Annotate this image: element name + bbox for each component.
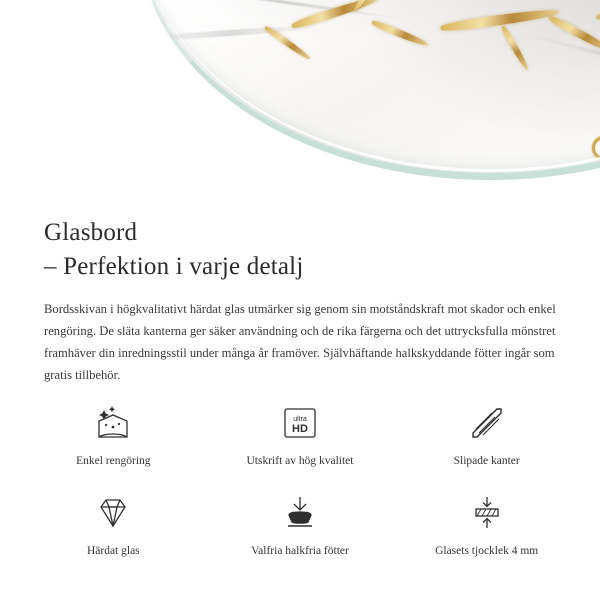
glass-table-surface xyxy=(140,0,600,180)
feature-item-polished-edges xyxy=(393,400,580,468)
feature-label: Utskrift av hög kvalitet xyxy=(246,455,354,467)
description-paragraph: Bordsskivan i högkvalitativt härdat glas utmärker sig genom sin motståndskraft mot skador och enkel rengöring. De släta kanterna ger säker användning och de rika färgerna och det uttrycksfulla mönstret framhäver din inredningsstil under många år framöver. Självhäftande halkskyddande fötter ingår som gratis tillbehör. xyxy=(44,302,556,382)
non-slip-foot-icon xyxy=(277,490,323,536)
page-title xyxy=(0,196,600,284)
feature-label: Slipade kanter xyxy=(453,455,520,467)
svg-text:HD: HD xyxy=(292,423,308,435)
thickness-arrows-icon xyxy=(464,490,510,536)
hero-image xyxy=(0,0,600,196)
feature-item-non-slip-feet xyxy=(207,490,394,558)
diamond-icon xyxy=(90,490,136,536)
feature-item-tempered-glass xyxy=(20,490,207,558)
feature-item-print-quality xyxy=(207,400,394,468)
feature-label: Valfria halkfria fötter xyxy=(251,545,349,557)
feature-label: Glasets tjocklek 4 mm xyxy=(435,545,539,557)
sparkle-cloth-icon xyxy=(90,400,136,446)
svg-text:ultra: ultra xyxy=(293,416,307,423)
title-line-2: – Perfektion i varje detalj xyxy=(44,253,304,280)
feature-grid xyxy=(0,400,600,558)
polished-edges-icon xyxy=(464,400,510,446)
ultra-hd-icon xyxy=(277,400,323,446)
title-line-1: Glasbord xyxy=(44,219,138,246)
feature-label: Enkel rengöring xyxy=(76,455,151,467)
feature-label: Härdat glas xyxy=(86,545,140,557)
feature-item-glass-thickness xyxy=(393,490,580,558)
feature-item-easy-cleaning xyxy=(20,400,207,468)
text-content xyxy=(0,196,600,386)
